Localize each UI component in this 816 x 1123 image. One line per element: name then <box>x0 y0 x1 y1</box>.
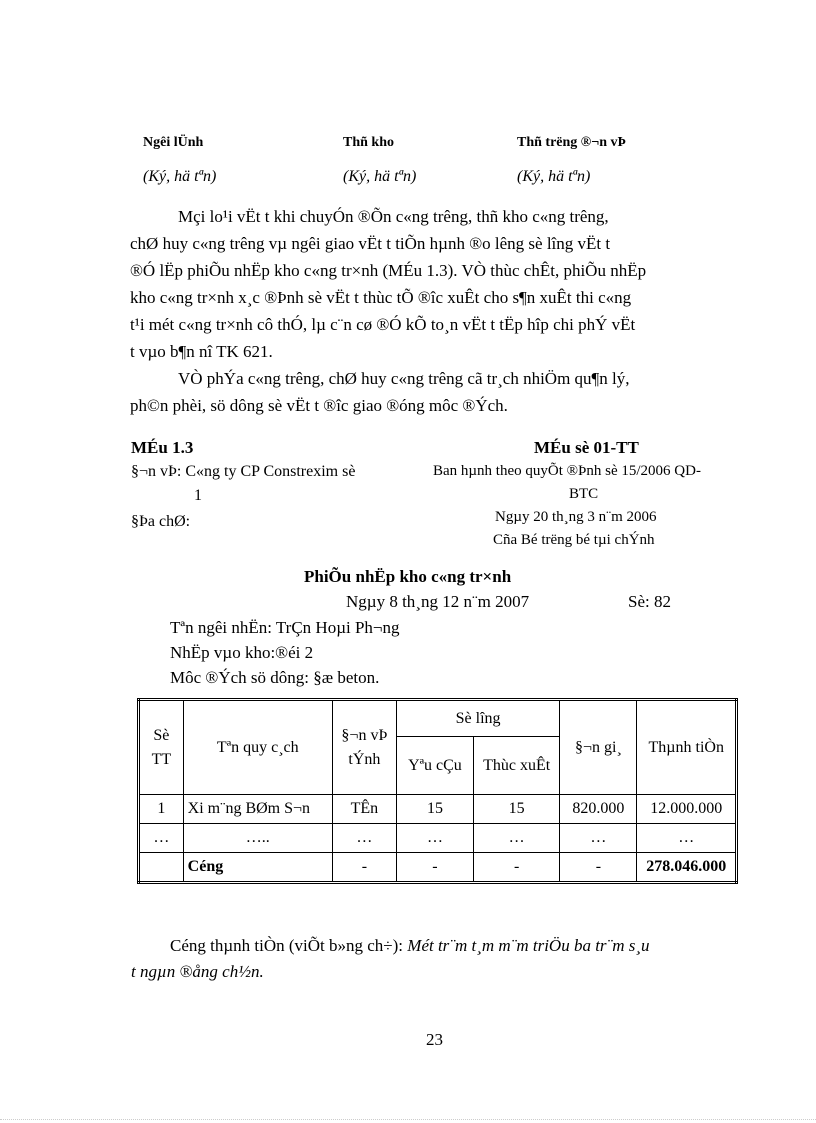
unit-label: §¬n vÞ: C«ng ty CP Constrexim sè <box>131 463 356 480</box>
ministry-line: Cña Bé trëng bé tµi chÝnh <box>493 532 655 548</box>
cell-actual: 15 <box>474 795 560 824</box>
total-words-text: Mét tr¨m t¸m m¨m triÖu ba tr¨m s¸u <box>407 936 650 955</box>
cell-requested: … <box>396 824 473 853</box>
paragraph-line: ph©n phèi, sö dông sè vËt t ®îc giao ®óng môc ®Ých. <box>130 396 508 415</box>
header-quantity: Sè lîng <box>396 700 559 737</box>
table-row <box>139 795 737 824</box>
total-words-line-1 <box>170 936 650 956</box>
total-unit: - <box>332 853 396 883</box>
receipt-number: Sè: 82 <box>628 592 671 611</box>
total-words-label: Céng thµnh tiÒn (viÕt b»ng ch÷): <box>170 936 408 955</box>
cell-stt: … <box>139 824 184 853</box>
header-stt: Sè TT <box>139 700 184 795</box>
header-unit: §¬n vÞ tÝnh <box>332 700 396 795</box>
cell-empty <box>139 853 184 883</box>
receipt-title: PhiÕu nhËp kho c«ng tr×nh <box>304 567 512 586</box>
address-label: §Þa chØ: <box>131 513 191 530</box>
paragraph-2 <box>130 365 715 419</box>
paragraph-1 <box>130 203 715 365</box>
paragraph-line: VÒ phÝa c«ng trêng, chØ huy c«ng trêng cã tr¸ch nhiÖm qu¶n lý, <box>178 369 630 388</box>
signature-storekeeper-sub: (Ký, hä tªn) <box>343 168 417 185</box>
header-price: §¬n gi¸ <box>560 700 637 795</box>
cell-requested: 15 <box>396 795 473 824</box>
cell-name: Xi m¨ng BØm S¬n <box>183 795 332 824</box>
total-requested: - <box>396 853 473 883</box>
receipt-table <box>137 698 738 884</box>
total-words-line-2: t ngµn ®ång ch½n. <box>131 962 264 981</box>
cell-name: ….. <box>183 824 332 853</box>
form-code-left: MÉu 1.3 <box>131 438 194 457</box>
receipt-warehouse: NhËp vµo kho:®éi 2 <box>170 643 314 662</box>
total-actual: - <box>474 853 560 883</box>
paragraph-line: Mçi lo¹i vËt t khi chuyÓn ®Õn c«ng trêng, thñ kho c«ng trêng, <box>178 207 609 226</box>
cell-price: 820.000 <box>560 795 637 824</box>
paragraph-line: kho c«ng tr×nh x¸c ®Þnh sè vËt t thùc tÕ ®îc xuÊt cho s¶n xuÊt thi c«ng <box>130 288 632 307</box>
decision-line-1: Ban hµnh theo quyÕt ®Þnh sè 15/2006 QD- <box>433 463 701 479</box>
cell-stt: 1 <box>139 795 184 824</box>
header-name: Tªn quy c¸ch <box>183 700 332 795</box>
header-actual: Thùc xuÊt <box>474 737 560 795</box>
total-amount: 278.046.000 <box>637 853 737 883</box>
page-number: 23 <box>426 1030 443 1049</box>
header-requested: Yªu cÇu <box>396 737 473 795</box>
table-total-row <box>139 853 737 883</box>
cell-unit: TÊn <box>332 795 396 824</box>
decision-line-2: BTC <box>569 486 599 502</box>
receipt-date: Ngµy 8 th¸ng 12 n¨m 2007 <box>346 592 530 611</box>
paragraph-line: t¹i mét c«ng tr×nh cô thÓ, lµ c¨n cø ®Ó kÕ to¸n vËt t tËp hîp chi phÝ vËt <box>130 315 636 334</box>
paragraph-line: t vµo b¶n nî TK 621. <box>130 342 273 361</box>
table-row <box>139 824 737 853</box>
signature-receiver-title: Ngêi lÜnh <box>143 135 204 150</box>
total-label: Céng <box>183 853 332 883</box>
signature-unit-head-title: Thñ trëng ®¬n vÞ <box>517 135 627 150</box>
form-code-right: MÉu sè 01-TT <box>534 438 639 457</box>
cell-amount: 12.000.000 <box>637 795 737 824</box>
receipt-receiver: Tªn ngêi nhËn: TrÇn Hoµi Ph¬ng <box>170 618 400 637</box>
paragraph-line: chØ huy c«ng trêng vµ ngêi giao vËt t tiÕn hµnh ®o lêng sè lîng vËt t <box>130 234 611 253</box>
date-line: Ngµy 20 th¸ng 3 n¨m 2006 <box>495 509 657 525</box>
page-bottom-rule <box>0 1119 816 1120</box>
header-amount: Thµnh tiÒn <box>637 700 737 795</box>
paragraph-line: ®Ó lËp phiÕu nhËp kho c«ng tr×nh (MÉu 1.3). VÒ thùc chÊt, phiÕu nhËp <box>130 261 647 280</box>
cell-price: … <box>560 824 637 853</box>
total-price: - <box>560 853 637 883</box>
signature-storekeeper-title: Thñ kho <box>343 135 394 150</box>
signature-receiver-sub: (Ký, hä tªn) <box>143 168 217 185</box>
cell-unit: … <box>332 824 396 853</box>
cell-amount: … <box>637 824 737 853</box>
cell-actual: … <box>474 824 560 853</box>
signature-unit-head-sub: (Ký, hä tªn) <box>517 168 591 185</box>
receipt-purpose: Môc ®Ých sö dông: §æ beton. <box>170 668 380 687</box>
unit-number: 1 <box>194 487 202 504</box>
